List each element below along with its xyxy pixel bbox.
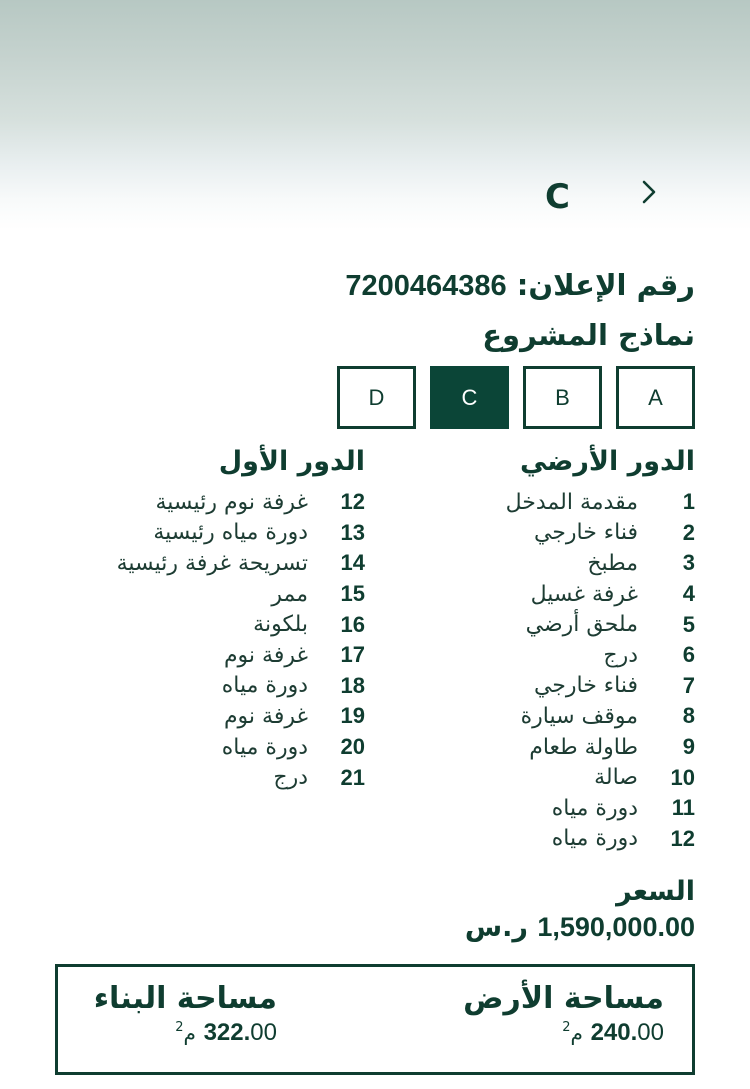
model-tabs <box>337 366 695 429</box>
price-amount: 1,590,000.00 <box>537 912 695 942</box>
land-area-int: 240. <box>590 1019 638 1046</box>
room-item <box>117 732 365 763</box>
room-name: بلكونة <box>253 612 308 638</box>
room-item <box>506 518 695 549</box>
room-number: 17 <box>340 642 365 668</box>
room-item <box>506 548 695 579</box>
room-name: دورة مياه رئيسية <box>153 520 308 546</box>
price-currency: ر.س <box>464 912 528 943</box>
room-number: 20 <box>340 734 365 760</box>
selected-model-title: C <box>545 177 570 217</box>
room-name: ملحق أرضي <box>525 612 638 638</box>
room-name: دورة مياه <box>551 795 638 821</box>
room-number: 15 <box>340 581 365 607</box>
room-number: 9 <box>682 734 695 760</box>
ground-floor-room-list <box>506 487 695 854</box>
building-area-unit-sup: 2 <box>175 1020 184 1035</box>
room-item <box>117 518 365 549</box>
room-item <box>117 548 365 579</box>
room-item <box>506 609 695 640</box>
room-number: 19 <box>340 703 365 729</box>
room-name: تسريحة غرفة رئيسية <box>116 550 308 576</box>
room-item <box>117 579 365 610</box>
room-number: 3 <box>682 550 695 576</box>
room-item <box>506 579 695 610</box>
model-tab-b[interactable]: B <box>523 366 602 429</box>
ad-number <box>345 268 695 303</box>
room-name: دورة مياه <box>551 826 638 852</box>
room-item <box>117 609 365 640</box>
land-area-value <box>463 1018 664 1047</box>
land-area <box>463 981 664 1047</box>
room-name: فناء خارجي <box>533 673 638 699</box>
building-area-unit: م <box>183 1021 196 1045</box>
land-area-dec: 00 <box>637 1019 664 1046</box>
room-number: 5 <box>682 611 695 637</box>
room-number: 10 <box>670 764 695 790</box>
chevron-right-icon[interactable] <box>638 178 660 206</box>
room-number: 12 <box>670 825 695 851</box>
building-area <box>94 981 277 1047</box>
room-item <box>117 701 365 732</box>
room-item <box>117 640 365 671</box>
building-area-int: 322. <box>203 1019 251 1046</box>
model-tab-c[interactable]: C <box>430 366 509 429</box>
land-area-unit-sup: 2 <box>562 1020 571 1035</box>
room-number: 8 <box>682 703 695 729</box>
room-name: مقدمة المدخل <box>505 489 638 515</box>
room-item <box>506 487 695 518</box>
room-name: موقف سيارة <box>520 703 638 729</box>
room-name: مطبخ <box>587 550 638 576</box>
building-area-label: مساحة البناء <box>93 981 277 1016</box>
room-name: ممر <box>271 581 308 607</box>
first-floor-section <box>117 446 365 793</box>
room-number: 11 <box>671 795 695 821</box>
room-name: غرفة نوم رئيسية <box>155 489 308 515</box>
room-name: درج <box>603 642 638 668</box>
room-name: غرفة نوم <box>223 642 308 668</box>
room-number: 13 <box>340 519 365 545</box>
room-number: 18 <box>340 672 365 698</box>
first-floor-room-list <box>117 487 365 793</box>
room-item <box>506 671 695 702</box>
land-area-label: مساحة الأرض <box>463 981 664 1016</box>
room-item <box>506 701 695 732</box>
room-number: 2 <box>682 519 695 545</box>
room-number: 7 <box>682 672 695 698</box>
room-item <box>506 793 695 824</box>
room-name: صالة <box>594 765 638 791</box>
room-number: 4 <box>682 581 695 607</box>
project-models-title: نماذج المشروع <box>482 318 695 352</box>
room-name: غرفة غسيل <box>530 581 638 607</box>
room-name: غرفة نوم <box>223 703 308 729</box>
first-floor-title: الدور الأول <box>218 446 365 477</box>
room-name: دورة مياه <box>221 734 308 760</box>
room-item <box>117 671 365 702</box>
price-value <box>465 912 695 943</box>
room-item <box>506 824 695 855</box>
model-tab-a[interactable]: A <box>616 366 695 429</box>
building-area-dec: 00 <box>250 1019 277 1046</box>
ad-number-value: 7200464386 <box>345 270 507 302</box>
room-name: فناء خارجي <box>533 520 638 546</box>
building-area-value <box>94 1018 277 1047</box>
room-number: 12 <box>340 489 365 515</box>
room-number: 16 <box>340 611 365 637</box>
room-number: 6 <box>682 642 695 668</box>
room-number: 21 <box>340 764 365 790</box>
price-label: السعر <box>616 876 695 907</box>
room-number: 14 <box>340 550 365 576</box>
ad-number-label: رقم الإعلان: <box>516 268 695 302</box>
land-area-unit: م <box>570 1021 583 1045</box>
room-item <box>506 732 695 763</box>
model-tab-d[interactable]: D <box>337 366 416 429</box>
room-item <box>506 640 695 671</box>
room-number: 1 <box>682 489 695 515</box>
area-box <box>55 964 695 1075</box>
room-name: طاولة طعام <box>529 734 638 760</box>
room-item <box>117 762 365 793</box>
room-item <box>117 487 365 518</box>
room-name: دورة مياه <box>221 673 308 699</box>
room-item <box>506 762 695 793</box>
ground-floor-title: الدور الأرضي <box>519 446 695 477</box>
ground-floor-section <box>506 446 695 854</box>
room-name: درج <box>273 765 308 791</box>
